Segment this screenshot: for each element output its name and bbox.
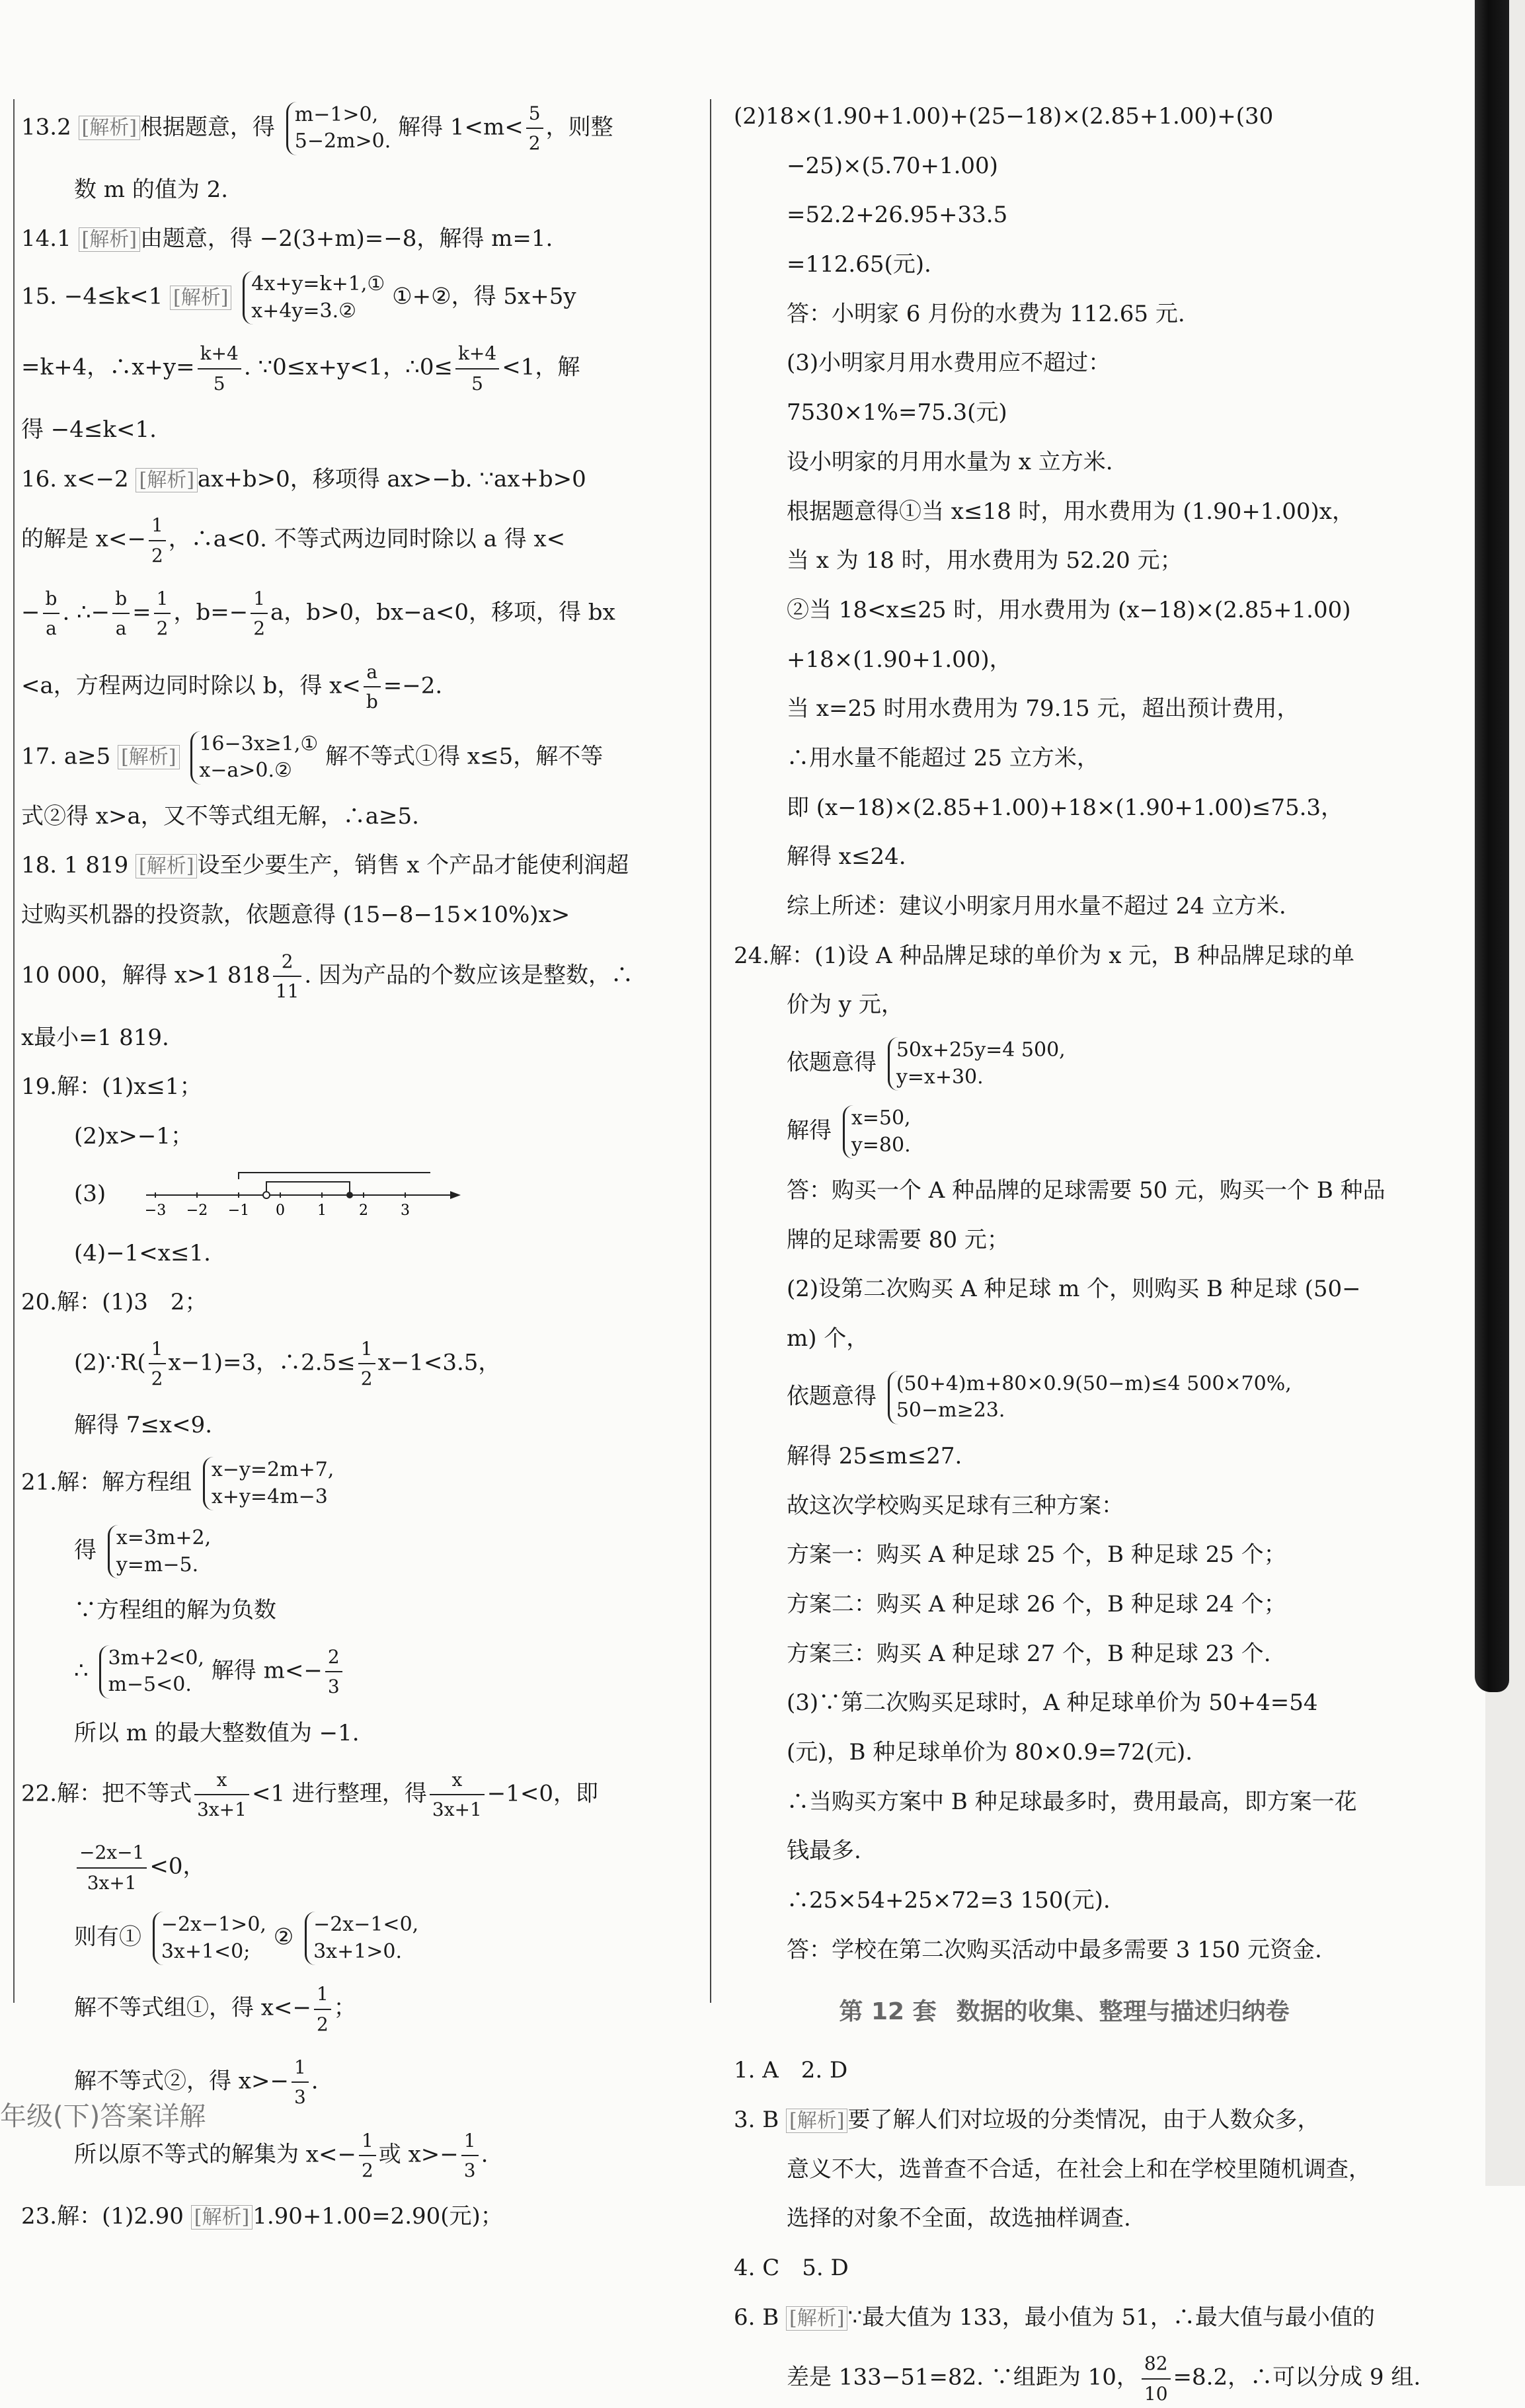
section-title: 数据的收集、整理与描述归纳卷 [956, 1998, 1290, 2026]
equation-system [99, 1645, 204, 1699]
numerator: 1 [314, 1980, 331, 2009]
q22-number: 22. [21, 1779, 58, 1806]
q22-text: 解：把不等式 [57, 1779, 192, 1806]
denominator: 2 [156, 617, 169, 640]
q24-line: 钱最多. [787, 1838, 861, 1865]
q16-text: =−2. [383, 672, 443, 699]
analysis-tag: [解析] [79, 116, 140, 140]
q15-line3: 得 −4≤k<1. [21, 416, 157, 443]
q18-number: 18. 1 819 [21, 852, 129, 879]
sys-line: 3m+2<0, [108, 1646, 204, 1670]
denominator: 2 [528, 132, 541, 155]
number-line-diagram [139, 1169, 470, 1222]
sys-line: 50−m≥23. [896, 1399, 1005, 1422]
fraction [273, 947, 302, 1006]
q24-line: 故这次学校购买足球有三种方案： [787, 1492, 1124, 1519]
q24-line [734, 1037, 1395, 1091]
fraction [1142, 2349, 1171, 2408]
denominator: 2 [151, 1368, 163, 1390]
solution-line: 7530×1%=75.3(元) [787, 399, 1007, 426]
fraction [194, 1766, 249, 1824]
solution-line: 解得 x≤24. [787, 843, 906, 871]
q13-line2: 数 m 的值为 2. [74, 176, 229, 203]
denominator: 2 [151, 544, 163, 566]
number-line-ticks [145, 1192, 410, 1219]
q24-line: 价为 y 元， [787, 991, 904, 1019]
sys-line: 4x+y=k+1,① [251, 272, 385, 296]
sys-line: −2x−1<0, [313, 1913, 419, 1937]
q22-line4 [21, 1980, 702, 2039]
answer-line: 意义不大，选普查不合适，在社会上和在学校里随机调查， [787, 2156, 1371, 2183]
open-point [263, 1192, 270, 1198]
sys-line: 5−2m>0. [294, 130, 391, 153]
q20-line1 [21, 1285, 702, 1320]
equation-system [153, 1912, 266, 1965]
q24-text: 依题意得 [787, 1383, 877, 1410]
denominator: 2 [360, 1368, 373, 1390]
q22-text: −1<0，即 [487, 1779, 599, 1806]
answer-text: ∵最大值为 133，最小值为 51，∴最大值与最小值的 [847, 2304, 1375, 2331]
q22-text: 或 x>− [378, 2141, 459, 2168]
q17-line1 [21, 731, 702, 785]
numerator: b [112, 584, 130, 614]
answer-line: 1. A 2. D [734, 2057, 848, 2084]
fraction [292, 2053, 309, 2112]
fraction [149, 511, 166, 570]
sys-line: m−5<0. [108, 1673, 192, 1697]
answer-line [734, 2103, 1395, 2138]
right-column [710, 99, 1421, 2405]
q22-line6 [21, 2126, 702, 2185]
q16-text: a，b>0，bx−a<0，移项，得 bx [270, 599, 615, 626]
q22-text: 所以原不等式的解集为 x<− [74, 2141, 356, 2168]
q24-line: m) 个， [787, 1325, 869, 1352]
q15-text: <1，解 [502, 354, 580, 381]
q24-line: 方案一：购买 A 种足球 25 个，B 种足球 25 个； [787, 1541, 1286, 1569]
q18-text: 10 000，解得 x>1 818 [21, 962, 270, 989]
answer-line [734, 2349, 1421, 2408]
denominator: 2 [253, 617, 266, 640]
tick-label: −2 [186, 1202, 208, 1219]
q24-line [734, 1105, 1395, 1159]
solution-line: 即 (x−18)×(2.85+1.00)+18×(1.90+1.00)≤75.3， [787, 794, 1344, 821]
answer-text: =8.2，∴可以分成 9 组. [1173, 2364, 1421, 2391]
q16-line3 [21, 584, 702, 643]
denominator: a [46, 617, 57, 640]
sys-line: y=x+30. [896, 1065, 984, 1089]
numerator: b [43, 584, 60, 614]
q21-number: 21. [21, 1469, 58, 1496]
q22-text: ； [333, 1994, 356, 2021]
sys-line: 50x+25y=4 500, [896, 1038, 1066, 1062]
fraction [112, 584, 130, 643]
q17-line2: 式②得 x>a，又不等式组无解，∴a≥5. [21, 802, 419, 830]
analysis-tag: [解析] [79, 227, 140, 252]
fraction [314, 1980, 331, 2039]
numerator: 1 [149, 1335, 166, 1364]
q22-text: <0， [149, 1853, 206, 1880]
q14-number: 14.1 [21, 225, 71, 252]
numerator: 1 [154, 584, 171, 614]
q20-text: (2)∵R( [74, 1349, 146, 1376]
q24-line: 答：购买一个 A 种品牌的足球需要 50 元，购买一个 B 种品 [787, 1177, 1386, 1204]
numerator: 1 [461, 2126, 479, 2156]
tick-label: 1 [317, 1202, 327, 1219]
q19-line3 [21, 1169, 702, 1222]
solution-line: 综上所述：建议小明家月用水量不超过 24 立方米. [787, 893, 1286, 919]
denominator: 3 [293, 2086, 306, 2109]
q19-number: 19. [21, 1073, 58, 1101]
numerator: k+4 [198, 339, 241, 369]
sys-line: y=m−5. [116, 1553, 199, 1576]
denominator: 5 [471, 372, 483, 395]
q20-line3: 解得 7≤x<9. [74, 1411, 213, 1438]
q16-line1 [21, 462, 702, 497]
q21-line1 [21, 1457, 702, 1510]
q15-line2 [21, 339, 702, 398]
denominator: 3x+1 [87, 1871, 137, 1894]
q20-text: x−1<3.5， [377, 1349, 501, 1376]
q21-text: 得 [74, 1537, 97, 1564]
numerator: x [194, 1766, 249, 1795]
analysis-tag: [解析] [170, 286, 231, 310]
numerator: 1 [358, 1335, 375, 1364]
q21-line5: 所以 m 的最大整数值为 −1. [74, 1719, 360, 1746]
q19-text: 解：(1)x≤1； [57, 1073, 202, 1101]
sys-line: m−1>0, [294, 102, 379, 126]
q21-text: 解得 m<− [211, 1657, 323, 1684]
numerator: 2 [325, 1643, 342, 1672]
sys-line: x=50, [851, 1107, 911, 1130]
q16-text: ax+b>0，移项得 ax>−b. ∵ax+b>0 [197, 465, 586, 492]
fraction [430, 1766, 485, 1824]
denominator: a [115, 617, 127, 640]
solution-line: =52.2+26.95+33.5 [787, 202, 1008, 229]
q21-line2 [21, 1525, 702, 1578]
denominator: 2 [316, 2013, 329, 2035]
q15-text: =k+4，∴x+y= [21, 354, 195, 381]
solution-line: 当 x=25 时用水费用为 79.15 元，超出预计费用， [787, 695, 1300, 722]
q16-text: . ∴− [62, 599, 110, 626]
q14-line [21, 221, 702, 256]
analysis-tag: [解析] [136, 854, 197, 878]
sys-line: −2x−1>0, [161, 1913, 266, 1937]
q21-text: ∴ [74, 1657, 89, 1684]
q24-line: (2)设第二次购买 A 种足球 m 个，则购买 B 种足球 (50− [787, 1276, 1361, 1303]
q13-line1 [21, 99, 702, 158]
q15-number: 15. −4≤k<1 [21, 283, 163, 310]
section-header [734, 1994, 1395, 2031]
fraction [359, 2126, 376, 2185]
sys-line: 16−3x≥1,① [199, 732, 319, 756]
fraction [526, 99, 543, 158]
denominator: b [366, 691, 378, 713]
fraction [77, 1838, 147, 1897]
q23-text: 解：(1)2.90 [57, 2203, 184, 2230]
q14-text: 由题意，得 −2(3+m)=−8，解得 m=1. [139, 225, 553, 252]
numerator: −2x−1 [77, 1838, 147, 1868]
sys-line: 3x+1<0; [161, 1939, 251, 1963]
answer-number: 3. B [734, 2106, 779, 2133]
closed-point [346, 1192, 353, 1198]
solution-line: =112.65(元). [787, 251, 931, 278]
sys-line: y=80. [851, 1133, 911, 1157]
analysis-tag: [解析] [136, 468, 197, 492]
fraction [154, 584, 171, 643]
q24-line: 方案二：购买 A 种足球 26 个，B 种足球 24 个； [787, 1590, 1286, 1617]
tick-label: 0 [275, 1202, 285, 1219]
q17-text: 解不等式①得 x≤5，解不等 [325, 743, 604, 770]
q20-text: 解：(1)3 2； [57, 1289, 208, 1316]
tick-label: 2 [358, 1202, 368, 1219]
tick-label: −1 [227, 1202, 250, 1219]
q24-line: ∴当购买方案中 B 种足球最多时，费用最高，即方案一花 [787, 1788, 1357, 1815]
q23-text: 1.90+1.00=2.90(元)； [253, 2203, 503, 2230]
solution-line: (3)小明家月用水费用应不超过： [787, 350, 1111, 377]
q22-text: <1 进行整理，得 [251, 1779, 427, 1806]
page-binding-shadow [1475, 0, 1509, 1692]
q19-text: (3) [74, 1180, 106, 1207]
q24-line: 方案三：购买 A 种足球 27 个，B 种足球 23 个. [787, 1640, 1271, 1667]
equation-system [286, 102, 391, 155]
q22-line2 [21, 1838, 702, 1897]
q16-text: ，∴a<0. 不等式两边同时除以 a 得 x< [168, 525, 566, 553]
q24-line1 [734, 939, 1395, 974]
q24-line: 牌的足球需要 80 元； [787, 1226, 1009, 1253]
q23-continued [734, 99, 1395, 924]
denominator: 3x+1 [432, 1798, 482, 1820]
q16-text: ，b=− [173, 599, 249, 626]
q22-line1 [21, 1766, 702, 1824]
q13-text: ，则整 [545, 114, 613, 141]
analysis-tag: [解析] [118, 745, 179, 769]
fraction [364, 658, 381, 717]
q18-line1 [21, 848, 702, 883]
analysis-tag: [解析] [191, 2205, 253, 2230]
q22-text: . [311, 2068, 319, 2095]
denominator: 3 [463, 2159, 476, 2182]
solution-line: 答：小明家 6 月份的水费为 112.65 元. [787, 300, 1185, 327]
solution-line: −25)×(5.70+1.00) [787, 152, 998, 179]
sys-line: (50+4)m+80×0.9(50−m)≤4 500×70%, [896, 1372, 1292, 1395]
fraction [198, 339, 241, 398]
q22-line3 [21, 1912, 702, 1965]
q20-line2 [21, 1335, 702, 1393]
q16-line2 [21, 511, 702, 570]
q16-text: = [132, 599, 151, 626]
denominator: 2 [361, 2159, 373, 2182]
q24-text: 解：(1)设 A 种品牌足球的单价为 x 元，B 种品牌足球的单 [769, 942, 1354, 969]
solution-line: 根据题意得①当 x≤18 时，用水费用为 (1.90+1.00)x， [787, 498, 1354, 525]
solution-line: (2)18×(1.90+1.00)+(25−18)×(2.85+1.00)+(30 [734, 103, 1274, 130]
numerator: a [364, 658, 381, 687]
q19-line1 [21, 1069, 702, 1105]
q24-text: 解得 [787, 1117, 832, 1144]
q16-text: − [21, 599, 40, 626]
q16-text: <a，方程两边同时除以 b，得 x< [21, 672, 361, 699]
numerator: 1 [359, 2126, 376, 2156]
q23-line1 [21, 2199, 702, 2234]
fraction [325, 1643, 342, 1701]
q22-text: . [481, 2141, 489, 2168]
q15-line1 [21, 271, 702, 325]
q13-text: 解得 1<m< [398, 114, 524, 141]
numerator: 1 [149, 511, 166, 541]
q18-line2: 过购买机器的投资款，依题意得 (15−8−15×10%)x> [21, 902, 570, 929]
solution-line: +18×(1.90+1.00)， [787, 646, 1012, 673]
equation-system [108, 1525, 211, 1578]
q24-line: (3)∵第二次购买足球时，A 种足球单价为 50+4=54 [787, 1689, 1318, 1717]
denominator: 11 [275, 980, 299, 1003]
q21-text: 解：解方程组 [57, 1469, 192, 1496]
q17-number: 17. a≥5 [21, 743, 111, 770]
numerator: 82 [1142, 2349, 1171, 2379]
q13-text: 根据题意，得 [139, 114, 275, 141]
equation-system [190, 731, 318, 785]
answer-line: 选择的对象不全面，故选抽样调查. [787, 2205, 1131, 2232]
q24-line: 答：学校在第二次购买活动中最多需要 3 150 元资金. [787, 1936, 1322, 1963]
numerator: x [430, 1766, 485, 1795]
sys-line: x−y=2m+7, [211, 1458, 334, 1482]
solution-line: ∴用水量不能超过 25 立方米， [787, 744, 1099, 771]
fraction [149, 1335, 166, 1393]
q23-number: 23. [21, 2203, 58, 2230]
fraction [455, 339, 499, 398]
fraction [43, 584, 60, 643]
equation-system [888, 1037, 1066, 1091]
denominator: 10 [1144, 2382, 1168, 2405]
q18-text: 设至少要生产，销售 x 个产品才能使利润超 [197, 852, 629, 879]
denominator: 3x+1 [197, 1798, 247, 1820]
sys-line: x+y=4m−3 [211, 1485, 328, 1508]
q22-text: 解不等式②，得 x>− [74, 2068, 289, 2095]
q21-line3: ∵方程组的解为负数 [74, 1597, 276, 1624]
q18-text: . 因为产品的个数应该是整数，∴ [304, 962, 634, 989]
q19-line4: (4)−1<x≤1. [74, 1239, 211, 1266]
q16-line4 [21, 658, 702, 717]
analysis-tag: [解析] [786, 2109, 847, 2133]
section-number: 第 12 套 [839, 1998, 937, 2026]
equation-system [305, 1912, 418, 1965]
q16-text: 的解是 x<− [21, 525, 146, 553]
solution-bracket-top [239, 1173, 430, 1179]
fraction [251, 584, 268, 643]
q24-number: 24. [734, 942, 770, 969]
numerator: k+4 [455, 339, 499, 369]
page-footer: 年级(下)答案详解 [0, 2101, 206, 2132]
equation-system [243, 271, 385, 325]
q15-text: ①+②，得 5x+5y [392, 283, 576, 310]
analysis-tag: [解析] [786, 2306, 847, 2331]
numerator: 1 [251, 584, 268, 614]
sys-line: x−a>0.② [199, 759, 292, 783]
q18-line3 [21, 947, 702, 1006]
q22-text: 解不等式组①，得 x<− [74, 1994, 311, 2021]
q24-line: (元)，B 种足球单价为 80×0.9=72(元). [787, 1738, 1193, 1766]
q24-line: 解得 25≤m≤27. [787, 1442, 962, 1469]
numerator: 2 [273, 947, 302, 977]
q22-text: ② [273, 1923, 294, 1951]
answer-text: 差是 133−51=82. ∵组距为 10， [787, 2364, 1139, 2391]
solution-line: 设小明家的月用水量为 x 立方米. [787, 448, 1113, 475]
solution-bracket-left [266, 1182, 350, 1192]
tick-label: −3 [144, 1202, 167, 1219]
q24-text: 依题意得 [787, 1049, 877, 1076]
solution-line: 当 x 为 18 时，用水费用为 52.20 元； [787, 547, 1183, 574]
answer-line: 4. C 5. D [734, 2254, 849, 2281]
equation-system [203, 1457, 334, 1510]
sys-line: 3x+1>0. [313, 1939, 403, 1963]
answer-line [734, 2300, 1395, 2335]
numerator: 1 [292, 2053, 309, 2083]
q24-line: ∴25×54+25×72=3 150(元). [787, 1887, 1111, 1914]
answer-text: 要了解人们对垃圾的分类情况，由于人数众多， [847, 2106, 1320, 2133]
q21-line4 [21, 1643, 702, 1701]
q13-number: 13.2 [21, 114, 71, 141]
equation-system [843, 1105, 911, 1159]
q16-number: 16. x<−2 [21, 465, 129, 492]
fraction [358, 1335, 375, 1393]
fraction [461, 2126, 479, 2185]
numerator: 5 [526, 99, 543, 129]
sys-line: x=3m+2, [116, 1526, 212, 1550]
q20-text: x−1)=3，∴2.5≤ [168, 1349, 356, 1376]
q19-line2: (2)x>−1； [74, 1122, 193, 1149]
solution-line: ②当 18<x≤25 时，用水费用为 (x−18)×(2.85+1.00) [787, 596, 1351, 623]
answer-number: 6. B [734, 2304, 779, 2331]
q15-text: . ∵0≤x+y<1，∴0≤ [243, 354, 453, 381]
denominator: 3 [327, 1676, 340, 1698]
axis-arrow-icon [450, 1191, 461, 1199]
sys-line: x+4y=3.② [251, 299, 357, 323]
q20-number: 20. [21, 1289, 58, 1316]
q24-line [734, 1371, 1395, 1424]
equation-system [888, 1371, 1292, 1424]
tick-label: 3 [400, 1202, 410, 1219]
denominator: 5 [213, 372, 225, 395]
q18-line4: x最小=1 819. [21, 1024, 169, 1051]
q22-text: 则有① [74, 1923, 141, 1951]
